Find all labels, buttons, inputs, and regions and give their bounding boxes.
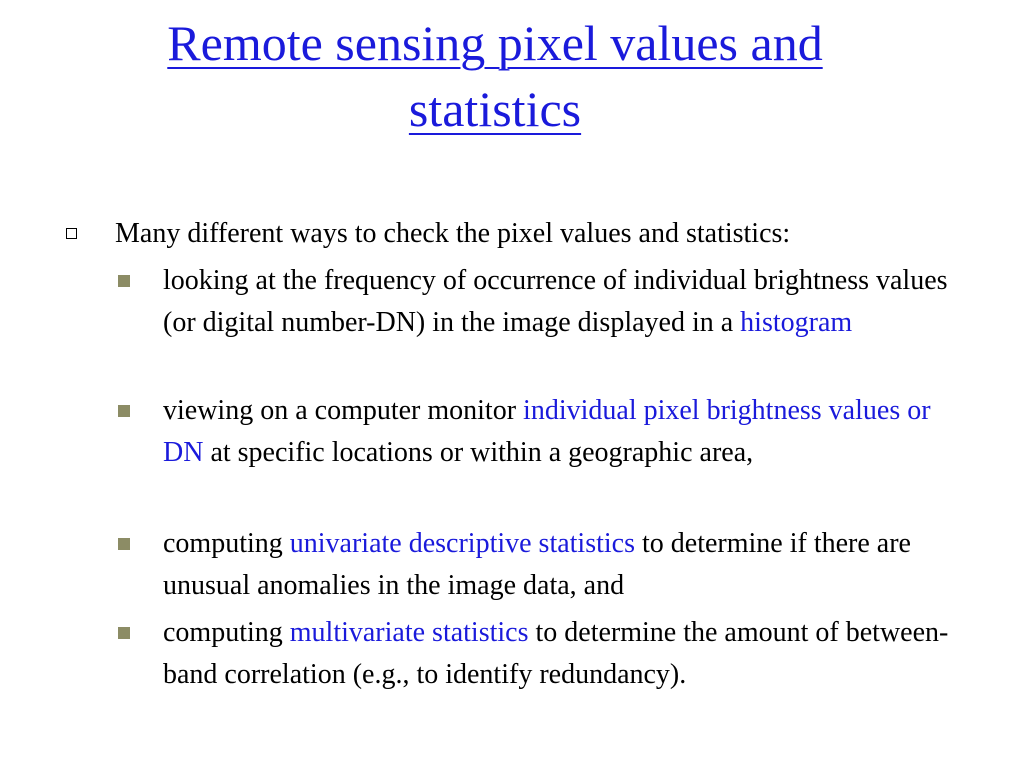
subbullet-text-plain: computing [163, 528, 290, 559]
subbullet-text-plain: looking at the frequency of occurrence of individual brightness values (or digital number-DN) in the image displayed in a [163, 265, 948, 338]
bullet-text: Many different ways to check the pixel values and statistics: [115, 218, 791, 249]
hollow-square-bullet-icon [66, 228, 77, 239]
slide-title [90, 10, 900, 142]
subbullet-text [163, 523, 963, 607]
subbullet-text-plain: viewing on a computer monitor [163, 395, 524, 426]
subbullet-text-plain: to determine the amount of between-band correlation (e.g., to identify redundancy). [163, 617, 949, 690]
slide-title-line-1: Remote sensing pixel values and [167, 15, 823, 71]
subbullet-text [163, 612, 963, 696]
subbullet-text-plain: at specific locations or within a geographic area, [203, 437, 754, 468]
subbullet-text-highlight: multivariate statistics [289, 617, 529, 648]
filled-square-bullet-icon [118, 405, 130, 417]
subbullet-text-highlight: univariate descriptive statistics [289, 528, 635, 559]
filled-square-bullet-icon [118, 538, 130, 550]
subbullet-text-highlight: individual pixel brightness values or DN [163, 395, 931, 468]
filled-square-bullet-icon [118, 627, 130, 639]
subbullet-text-plain: to determine if there are unusual anomalies in the image data, and [163, 528, 911, 601]
subbullet-text-highlight: histogram [740, 307, 853, 338]
subbullet-text-plain: computing [163, 617, 290, 648]
subbullet-text [163, 260, 963, 344]
filled-square-bullet-icon [118, 275, 130, 287]
subbullet-text [163, 390, 963, 474]
slide-title-line-2: statistics [408, 81, 582, 137]
